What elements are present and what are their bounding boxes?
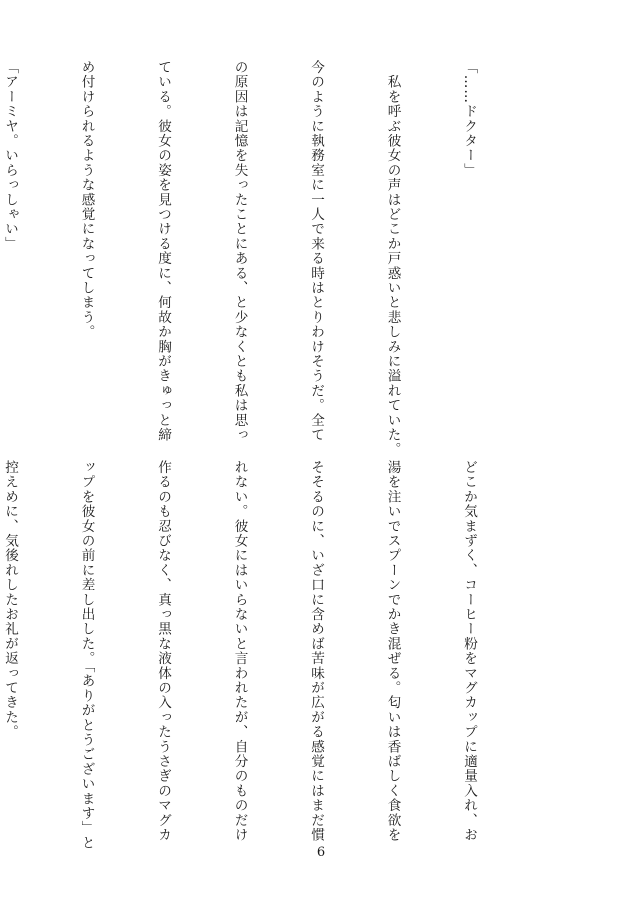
text-block-lower: [0, 460, 532, 851]
text-line: 私を呼ぶ彼女の声はどこか戸惑いと悲しみに溢れていた。: [384, 60, 401, 457]
text-line: の原因は記憶を失ったことにある、と少なくとも私は思っ: [231, 60, 248, 443]
text-line: 湯を注いでスプーンでかき混ぜる。匂いは香ばしく食欲を: [384, 460, 401, 843]
text-line: 控えめに、気後れしたお礼が返ってきた。: [2, 460, 18, 740]
text-line: 「アーミヤ。いらっしゃい」: [2, 60, 18, 252]
text-line: ている。彼女の姿を見つける度に、何故か胸がきゅっと締: [155, 60, 171, 443]
text-line: どこか気まずく、コーヒー粉をマグカップに適量入れ、お: [461, 460, 477, 843]
text-line: 作るのも忍びなく、真っ黒な液体の入ったうさぎのマグカ: [155, 460, 171, 843]
text-line: れない。彼女にはいらないと言われたが、自分のものだけ: [231, 460, 248, 843]
text-line: 「……ドクター」: [461, 60, 477, 178]
text-line: そそるのに、いざ口に含めば苦味が広がる感覚にはまだ慣: [308, 460, 324, 843]
text-block-upper: [0, 60, 532, 457]
text-line: め付けられるような感覚になってしまう。: [78, 60, 95, 340]
text-line: ップを彼女の前に差し出した。「ありがとうございます」と: [78, 460, 95, 851]
text-line: 今のように執務室に一人で来る時はとりわけそうだ。全て: [308, 60, 324, 443]
page-number: 6: [316, 845, 326, 860]
